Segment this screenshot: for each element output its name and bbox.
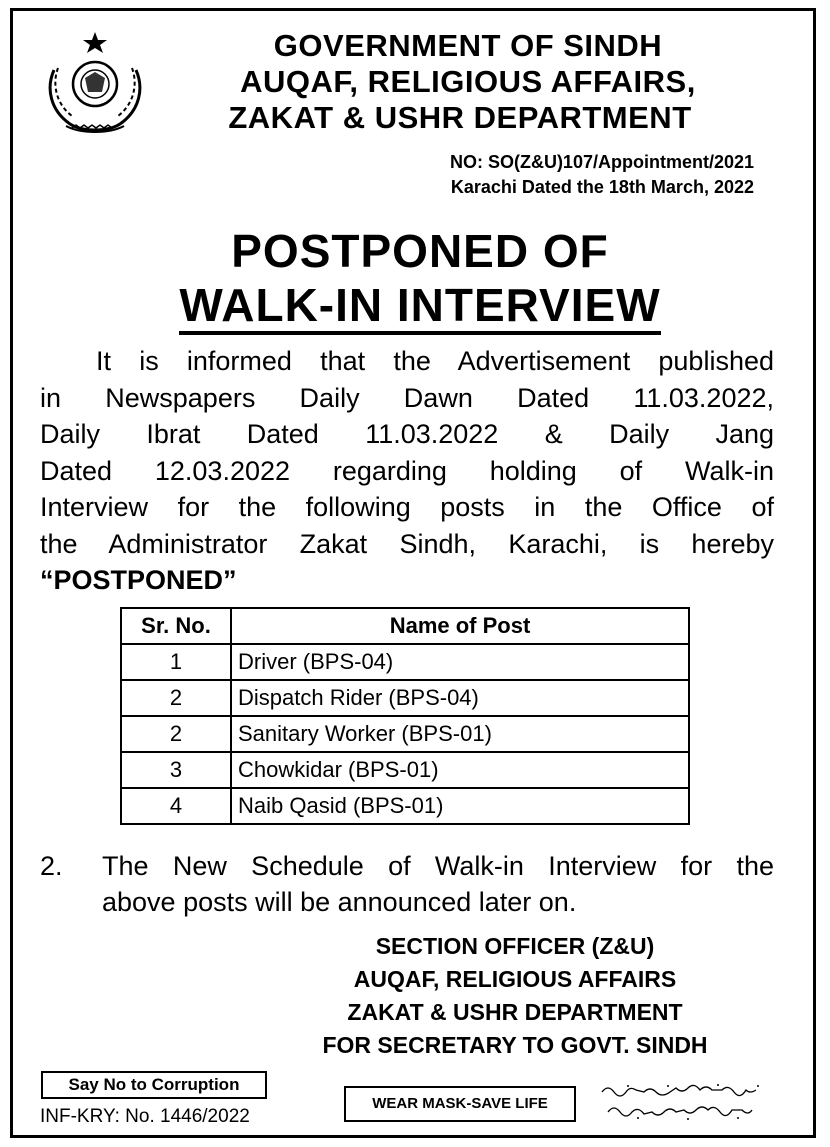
post-name-cell: Sanitary Worker (BPS-01) (231, 716, 689, 752)
wear-mask-box: WEAR MASK-SAVE LIFE (344, 1086, 576, 1122)
sr-no-cell: 2 (121, 716, 231, 752)
signature-department-line2: ZAKAT & USHR DEPARTMENT (347, 999, 683, 1025)
reference-block (326, 150, 754, 200)
sr-no-cell: 1 (121, 644, 231, 680)
paragraph-2-line: The New Schedule of Walk-in Interview for the (102, 851, 774, 881)
signature-department-line1: AUQAF, RELIGIOUS AFFAIRS (353, 966, 677, 992)
table-header-row (121, 608, 689, 644)
post-name-cell: Dispatch Rider (BPS-04) (231, 680, 689, 716)
postponed-emphasis: “POSTPONED” (40, 565, 237, 595)
table-row (121, 716, 689, 752)
table-row (121, 788, 689, 824)
column-header-sr-no: Sr. No. (121, 608, 231, 644)
paragraph-1 (40, 343, 774, 599)
paragraph-1-line: Daily Ibrat Dated 11.03.2022 & Daily Jang (40, 419, 774, 449)
paragraph-1-line: It is informed that the Advertisement published (96, 346, 774, 376)
signature-for-secretary: FOR SECRETARY TO GOVT. SINDH (322, 1032, 708, 1058)
paragraph-2-line: above posts will be announced later on. (102, 887, 577, 917)
post-name-cell: Chowkidar (BPS-01) (231, 752, 689, 788)
reference-number: NO: SO(Z&U)107/Appointment/2021 (449, 152, 754, 172)
notice-title-line1: POSTPONED OF (231, 225, 609, 277)
sr-no-cell: 3 (121, 752, 231, 788)
post-name-cell: Driver (BPS-04) (231, 644, 689, 680)
paragraph-2 (102, 848, 774, 920)
sr-no-cell: 4 (121, 788, 231, 824)
sindh-emblem-logo (36, 28, 154, 136)
paragraph-2-number: 2. (40, 851, 63, 881)
table-row (121, 644, 689, 680)
column-header-name-of-post: Name of Post (231, 608, 689, 644)
inf-number: INF-KRY: No. 1446/2022 (40, 1106, 250, 1127)
header-department-line1: AUQAF, RELIGIOUS AFFAIRS, (240, 64, 696, 99)
header-government: GOVERNMENT OF SINDH (273, 28, 663, 63)
urdu-slogan-graphic (598, 1078, 790, 1124)
paragraph-1-line: Dated 12.03.2022 regarding holding of Walk-in (40, 455, 774, 486)
notice-title-underlined: WALK-IN INTERVIEW (179, 279, 660, 335)
reference-date: Karachi Dated the 18th March, 2022 (450, 177, 754, 197)
signature-title: SECTION OFFICER (Z&U) (375, 933, 655, 959)
notice-title-line2 (40, 278, 800, 332)
header-department-line2: ZAKAT & USHR DEPARTMENT (228, 100, 692, 135)
paragraph-1-line: the Administrator Zakat Sindh, Karachi, is hereby (40, 528, 774, 559)
table-row (121, 752, 689, 788)
say-no-to-corruption-box: Say No to Corruption (41, 1071, 267, 1099)
posts-table (120, 607, 690, 825)
paragraph-1-line: in Newspapers Daily Dawn Dated 11.03.2022, (40, 382, 774, 413)
post-name-cell: Naib Qasid (BPS-01) (231, 788, 689, 824)
paragraph-1-line: Interview for the following posts in the Office of (40, 492, 774, 522)
sr-no-cell: 2 (121, 680, 231, 716)
table-row (121, 680, 689, 716)
